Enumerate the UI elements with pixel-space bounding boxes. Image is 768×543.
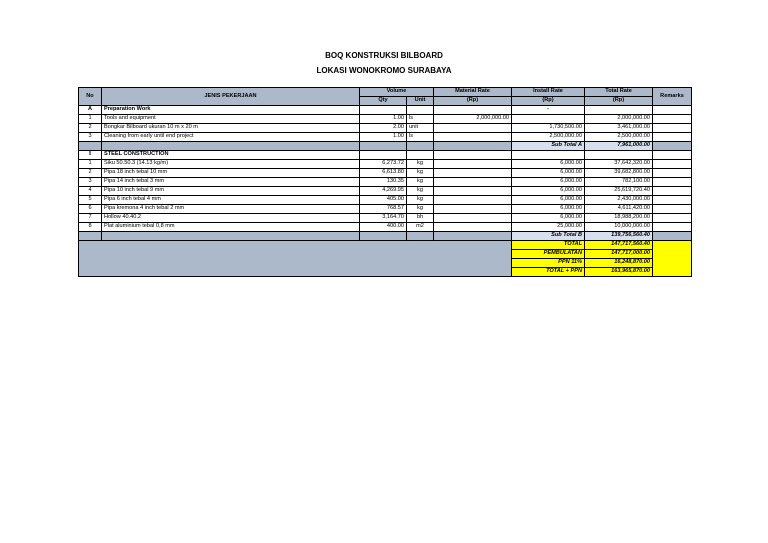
header-remarks: Remarks xyxy=(653,88,692,106)
total-row xyxy=(79,241,692,250)
table-row xyxy=(79,169,692,178)
item-no: 3 xyxy=(79,133,102,142)
item-install: 6,000.00 xyxy=(512,214,585,223)
subtotal-value: 7,961,000.00 xyxy=(585,142,653,151)
subtotal-row xyxy=(79,142,692,151)
total-label: TOTAL xyxy=(512,241,585,250)
item-install: 6,000.00 xyxy=(512,205,585,214)
item-total: 37,642,320.00 xyxy=(585,160,653,169)
item-total: 3,461,000.00 xyxy=(585,124,653,133)
table-row xyxy=(79,196,692,205)
header-total-rate: Total Rate xyxy=(585,88,653,97)
totals-remarks-cell xyxy=(653,241,692,277)
item-qty: 1.00 xyxy=(360,133,407,142)
header-no: No xyxy=(79,88,102,106)
table-row xyxy=(79,223,692,232)
item-no: 6 xyxy=(79,205,102,214)
item-unit: kg xyxy=(407,178,434,187)
header-jenis-pekerjaan: JENIS PEKERJAAN xyxy=(102,88,360,106)
item-qty: 405.00 xyxy=(360,196,407,205)
item-no: 1 xyxy=(79,115,102,124)
header-material-rate: Material Rate xyxy=(434,88,512,97)
item-install: 6,000.00 xyxy=(512,187,585,196)
item-desc: Tools and equipment xyxy=(102,115,360,124)
item-unit: unit xyxy=(407,124,434,133)
item-desc: Pipa 10 inch tebal 9 mm xyxy=(102,187,360,196)
item-desc: Hollow 40.40.2 xyxy=(102,214,360,223)
section-no: II xyxy=(79,151,102,160)
totals-blank-area xyxy=(79,241,512,277)
subtotal-label: Sub Total B xyxy=(512,232,585,241)
item-install: 25,000.00 xyxy=(512,223,585,232)
item-total: 25,619,720.40 xyxy=(585,187,653,196)
item-total: 39,682,800.00 xyxy=(585,169,653,178)
pembulatan-value: 147,717,000.00 xyxy=(585,250,653,259)
header-qty: Qty xyxy=(360,97,407,106)
table-row xyxy=(79,115,692,124)
item-unit: kg xyxy=(407,169,434,178)
item-total: 4,611,420.00 xyxy=(585,205,653,214)
item-desc: Pipa 18 inch tebal 10 mm xyxy=(102,169,360,178)
ppn-value: 16,248,870.00 xyxy=(585,259,653,268)
item-install: 1,730,500.00 xyxy=(512,124,585,133)
item-total: 782,100.00 xyxy=(585,178,653,187)
item-unit: kg xyxy=(407,160,434,169)
item-unit: bh xyxy=(407,214,434,223)
item-desc: Pipa 14 inch tebal 3 mm xyxy=(102,178,360,187)
subtotal-label: Sub Total A xyxy=(512,142,585,151)
item-unit: ls xyxy=(407,133,434,142)
item-install: 6,000.00 xyxy=(512,178,585,187)
item-total: 2,500,000.00 xyxy=(585,133,653,142)
item-qty: 1.00 xyxy=(360,115,407,124)
item-install: 2,500,000.00 xyxy=(512,133,585,142)
document-title: BOQ KONSTRUKSI BILBOARD xyxy=(325,51,443,60)
item-qty: 6,273.72 xyxy=(360,160,407,169)
item-install xyxy=(512,115,585,124)
total-value: 147,717,560.40 xyxy=(585,241,653,250)
item-total: 10,000,000.00 xyxy=(585,223,653,232)
item-unit: ls xyxy=(407,115,434,124)
item-total: 18,988,200.00 xyxy=(585,214,653,223)
item-material xyxy=(434,124,512,133)
item-install: 6,000.00 xyxy=(512,160,585,169)
section-row xyxy=(79,151,692,160)
item-qty: 4,269.95 xyxy=(360,187,407,196)
item-qty: 400.00 xyxy=(360,223,407,232)
section-name: Preparation Work xyxy=(102,106,360,115)
install-mark: - xyxy=(512,106,585,115)
table-row xyxy=(79,160,692,169)
item-qty: 2.00 xyxy=(360,124,407,133)
header-install-rp: (Rp) xyxy=(512,97,585,106)
section-row xyxy=(79,106,692,115)
item-no: 7 xyxy=(79,214,102,223)
item-install: 6,000.00 xyxy=(512,169,585,178)
item-no: 2 xyxy=(79,169,102,178)
item-desc: Pipa kremona 4 inch tebal 2 mm xyxy=(102,205,360,214)
item-no: 5 xyxy=(79,196,102,205)
item-desc: Siku 50.50.3 (14.13 kg/m) xyxy=(102,160,360,169)
header-material-rp: (Rp) xyxy=(434,97,512,106)
item-unit: kg xyxy=(407,187,434,196)
document-subtitle: LOKASI WONOKROMO SURABAYA xyxy=(316,66,452,75)
header-volume: Volume xyxy=(360,88,434,97)
item-qty: 6,613.80 xyxy=(360,169,407,178)
item-unit: kg xyxy=(407,196,434,205)
item-desc: Bongkar Bilboard ukuran 10 m x 20 m xyxy=(102,124,360,133)
table-row xyxy=(79,214,692,223)
subtotal-value: 139,756,560.40 xyxy=(585,232,653,241)
pembulatan-label: PEMBULATAN xyxy=(512,250,585,259)
item-no: 8 xyxy=(79,223,102,232)
section-no: A xyxy=(79,106,102,115)
total-ppn-value: 163,965,870.00 xyxy=(585,268,653,277)
item-no: 4 xyxy=(79,187,102,196)
item-no: 2 xyxy=(79,124,102,133)
section-name: STEEL CONSTRUCTION xyxy=(102,151,360,160)
item-no: 1 xyxy=(79,160,102,169)
item-unit: kg xyxy=(407,205,434,214)
table-row xyxy=(79,133,692,142)
header-row-1 xyxy=(79,88,692,97)
item-unit: m2 xyxy=(407,223,434,232)
item-total: 2,430,000.00 xyxy=(585,196,653,205)
item-material: 2,000,000.00 xyxy=(434,115,512,124)
subtotal-row xyxy=(79,232,692,241)
header-install-rate: Install Rate xyxy=(512,88,585,97)
item-no: 3 xyxy=(79,178,102,187)
item-qty: 768.57 xyxy=(360,205,407,214)
item-total: 2,000,000.00 xyxy=(585,115,653,124)
total-ppn-label: TOTAL + PPN xyxy=(512,268,585,277)
table-row xyxy=(79,178,692,187)
item-qty: 3,164.70 xyxy=(360,214,407,223)
table-row xyxy=(79,187,692,196)
header-total-rp: (Rp) xyxy=(585,97,653,106)
table-row xyxy=(79,205,692,214)
item-desc: Cleaning from early until end project xyxy=(102,133,360,142)
header-unit: Unit xyxy=(407,97,434,106)
item-material xyxy=(434,133,512,142)
boq-table xyxy=(78,87,692,277)
item-desc: Plat aluminium tebal 0,8 mm xyxy=(102,223,360,232)
table-row xyxy=(79,124,692,133)
item-qty: 130.35 xyxy=(360,178,407,187)
ppn-label: PPN 11% xyxy=(512,259,585,268)
item-desc: Pipa 6 inch tebal 4 mm xyxy=(102,196,360,205)
item-install: 6,000.00 xyxy=(512,196,585,205)
